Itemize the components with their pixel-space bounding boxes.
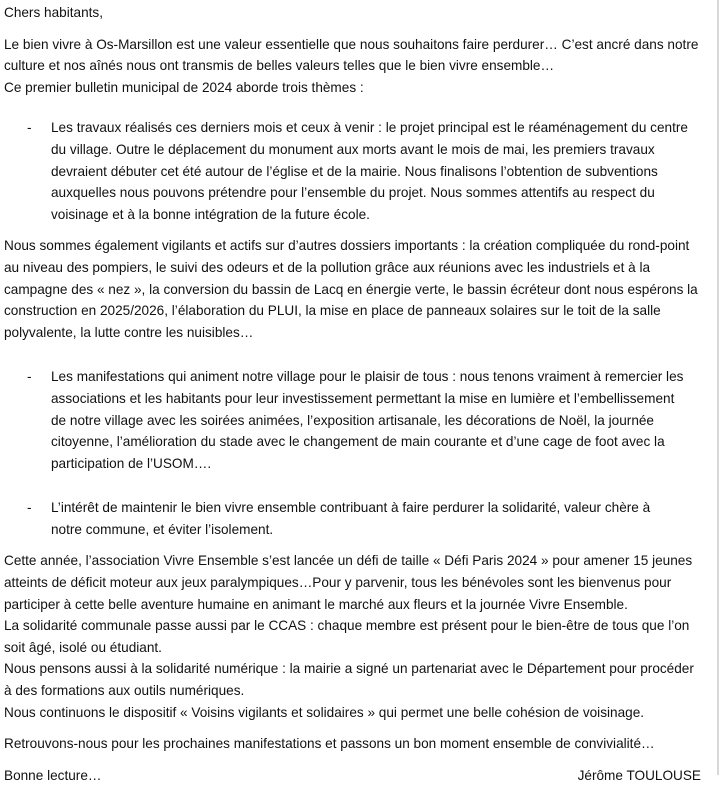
letter-body	[4, 2, 710, 787]
bullet-line: associations et les habitants pour leur investissement permettant la mise en lumière et l’embellissement	[51, 390, 675, 406]
solidarity-paragraph	[4, 550, 710, 723]
solidarity-line: à des formations aux outils numériques.	[4, 683, 245, 699]
bullet-line: du village. Outre le déplacement du monument aux morts avant le mois de mai, les premiers travaux	[51, 141, 655, 157]
bullet-line: participation de l’USOM….	[51, 455, 212, 471]
vigilance-line: au niveau des pompiers, le suivi des odeurs et de la pollution grâce aux réunions avec les industriels et à la	[4, 259, 651, 275]
bullet-line: Les manifestations qui animent notre village pour le plaisir de tous : nous tenons vraiment à remercier les	[51, 369, 684, 385]
bullet-vivre-ensemble	[4, 497, 710, 540]
farewell-line: Bonne lecture…	[4, 767, 102, 783]
bullet-line: notre commune, et éviter l’isolement.	[51, 521, 274, 537]
bullet-line: devraient débuter cet été autour de l’église et de la mairie. Nous finalisons l’obtention de subventions	[51, 163, 658, 179]
vigilance-line: Nous sommes également vigilants et actifs sur d’autres dossiers importants : la création compliquée du rond-point	[4, 238, 690, 254]
signature: Jérôme TOULOUSE	[577, 768, 701, 784]
vigilance-line: polyvalente, la lutte contre les nuisibles…	[4, 324, 254, 340]
bullet-travaux	[4, 117, 710, 225]
vigilance-line: construction en 2025/2026, l’élaboration du PLUI, la mise en place de panneaux solaires sur le toit de la salle	[4, 303, 661, 319]
solidarity-line: participer à cette belle aventure humaine en animant le marché aux fleurs et la journée Vivre Ensemble.	[4, 596, 628, 612]
intro-line: Le bien vivre à Os-Marsillon est une valeur essentielle que nous souhaitons faire perdurer… C’est ancré dans notre	[4, 36, 699, 52]
bullet-line: L’intérêt de maintenir le bien vivre ensemble contribuant à faire perdurer la solidarité, valeur chère à	[51, 500, 651, 516]
solidarity-line: La solidarité communale passe aussi par le CCAS : chaque membre est présent pour le bien-être de tous que l’on	[4, 618, 690, 634]
bullet-dash: -	[27, 120, 32, 136]
page-edge-divider	[717, 0, 719, 775]
solidarity-line: Cette année, l’association Vivre Ensemble s’est lancée un défi de taille « Défi Paris 2024 » pour amener 15 jeunes	[4, 553, 693, 569]
solidarity-line: atteints de déficit moteur aux jeux paralympiques…Pour y parvenir, tous les bénévoles sont les bienvenus pour	[4, 575, 672, 591]
bullet-line: voisinage et à la bonne intégration de la future école.	[51, 206, 370, 222]
vigilance-paragraph	[4, 235, 710, 343]
bullet-manifestations	[4, 366, 710, 474]
solidarity-line: Nous continuons le dispositif « Voisins vigilants et solidaires » qui permet une belle cohésion de voisinage.	[4, 704, 645, 720]
bullet-line: auxquelles nous pouvons prétendre pour l’ensemble du projet. Nous sommes attentifs au respect du	[51, 185, 655, 201]
solidarity-line: Nous pensons aussi à la solidarité numérique : la mairie a signé un partenariat avec le Département pour procéder	[4, 661, 694, 677]
solidarity-line: soit âgé, isolé ou étudiant.	[4, 639, 162, 655]
intro-line: Ce premier bulletin municipal de 2024 aborde trois thèmes :	[4, 79, 364, 95]
intro-line: culture et nos aînés nous ont transmis de belles valeurs telles que le bien vivre ensemble…	[4, 58, 555, 74]
bullet-line: citoyenne, l’amélioration du stade avec le changement de main courante et d’une cage de foot avec la	[51, 434, 665, 450]
bullet-line: Les travaux réalisés ces derniers mois et ceux à venir : le projet principal est le réaménagement du centre	[51, 120, 688, 136]
intro-paragraph	[4, 34, 710, 99]
vigilance-line: campagne des « nez », la conversion du bassin de Lacq en énergie verte, le bassin écréteur dont nous espérons la	[4, 281, 698, 297]
bullet-dash: -	[27, 500, 32, 516]
bullet-dash: -	[27, 369, 32, 385]
greeting: Chers habitants,	[4, 5, 103, 20]
bullet-line: de notre village avec les soirées animées, l’exposition artisanale, les décorations de Noël, la journée	[51, 412, 654, 428]
closing-line: Retrouvons-nous pour les prochaines manifestations et passons un bon moment ensemble de convivialité…	[4, 736, 655, 752]
